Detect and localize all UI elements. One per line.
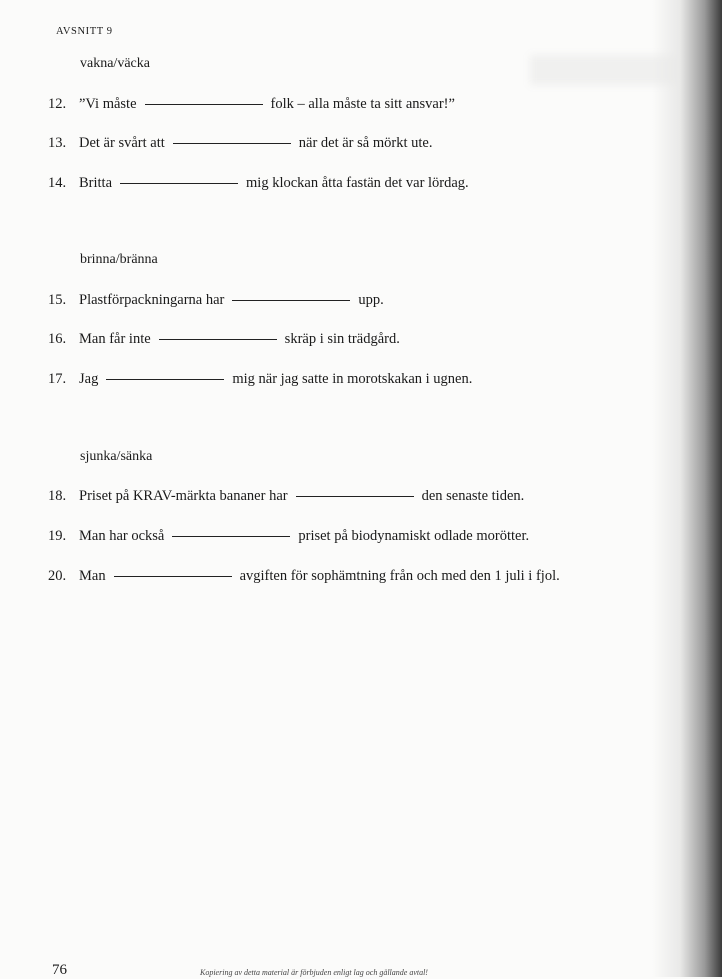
group-label-sjunka: sjunka/sänka: [80, 449, 153, 464]
answer-blank[interactable]: [296, 495, 414, 497]
answer-blank[interactable]: [106, 378, 224, 380]
exercise-item-16: [48, 331, 400, 348]
item-text-after: när det är så mörkt ute.: [298, 135, 433, 151]
answer-blank[interactable]: [145, 103, 263, 105]
item-text-after: skräp i sin trädgård.: [284, 331, 400, 347]
item-text-after: mig när jag satte in morotskakan i ugnen.: [232, 371, 473, 387]
item-text-before: Det är svårt att: [79, 135, 165, 151]
item-number: 16.: [48, 331, 67, 347]
item-text-before: Jag: [79, 371, 99, 387]
item-number: 15.: [48, 292, 67, 308]
item-text-after: avgiften för sophämtning från och med den 1 juli i fjol.: [239, 568, 560, 584]
item-text-after: folk – alla måste ta sitt ansvar!”: [270, 96, 455, 112]
item-text-before: Man har också: [79, 528, 165, 544]
item-text-before: Plastförpackningarna har: [79, 292, 225, 308]
copyright-notice: Kopiering av detta material är förbjuden enligt lag och gällande avtal!: [200, 968, 428, 977]
item-text-after: den senaste tiden.: [421, 488, 525, 504]
exercise-item-12: [48, 96, 455, 113]
answer-blank[interactable]: [120, 182, 238, 184]
item-text-after: upp.: [358, 292, 384, 308]
item-text-before: Man får inte: [79, 331, 151, 347]
answer-blank[interactable]: [172, 535, 290, 537]
section-heading: AVSNITT 9: [56, 26, 113, 37]
item-text-after: priset på biodynamiskt odlade morötter.: [298, 528, 530, 544]
item-number: 20.: [48, 568, 67, 584]
answer-blank[interactable]: [159, 338, 277, 340]
group-label-vakna: vakna/väcka: [80, 56, 150, 71]
exercise-item-13: [48, 135, 432, 152]
item-text-before: Priset på KRAV-märkta bananer har: [79, 488, 288, 504]
item-text-before: Man: [79, 568, 106, 584]
exercise-item-17: [48, 371, 472, 388]
answer-blank[interactable]: [173, 142, 291, 144]
item-number: 18.: [48, 488, 67, 504]
item-number: 12.: [48, 96, 67, 112]
exercise-item-20: [48, 568, 560, 585]
answer-blank[interactable]: [232, 299, 350, 301]
item-number: 17.: [48, 371, 67, 387]
page-gutter-shadow: [652, 0, 722, 977]
exercise-item-15: [48, 292, 384, 309]
exercise-item-14: [48, 175, 469, 192]
group-label-brinna: brinna/bränna: [80, 252, 158, 267]
item-text-after: mig klockan åtta fastän det var lördag.: [246, 175, 469, 191]
item-text-before: ”Vi måste: [79, 96, 137, 112]
answer-blank[interactable]: [114, 575, 232, 577]
page-number: 76: [52, 962, 67, 978]
exercise-item-18: [48, 488, 524, 505]
item-number: 14.: [48, 175, 67, 191]
exercise-item-19: [48, 528, 529, 545]
item-number: 19.: [48, 528, 67, 544]
item-number: 13.: [48, 135, 67, 151]
item-text-before: Britta: [79, 175, 113, 191]
